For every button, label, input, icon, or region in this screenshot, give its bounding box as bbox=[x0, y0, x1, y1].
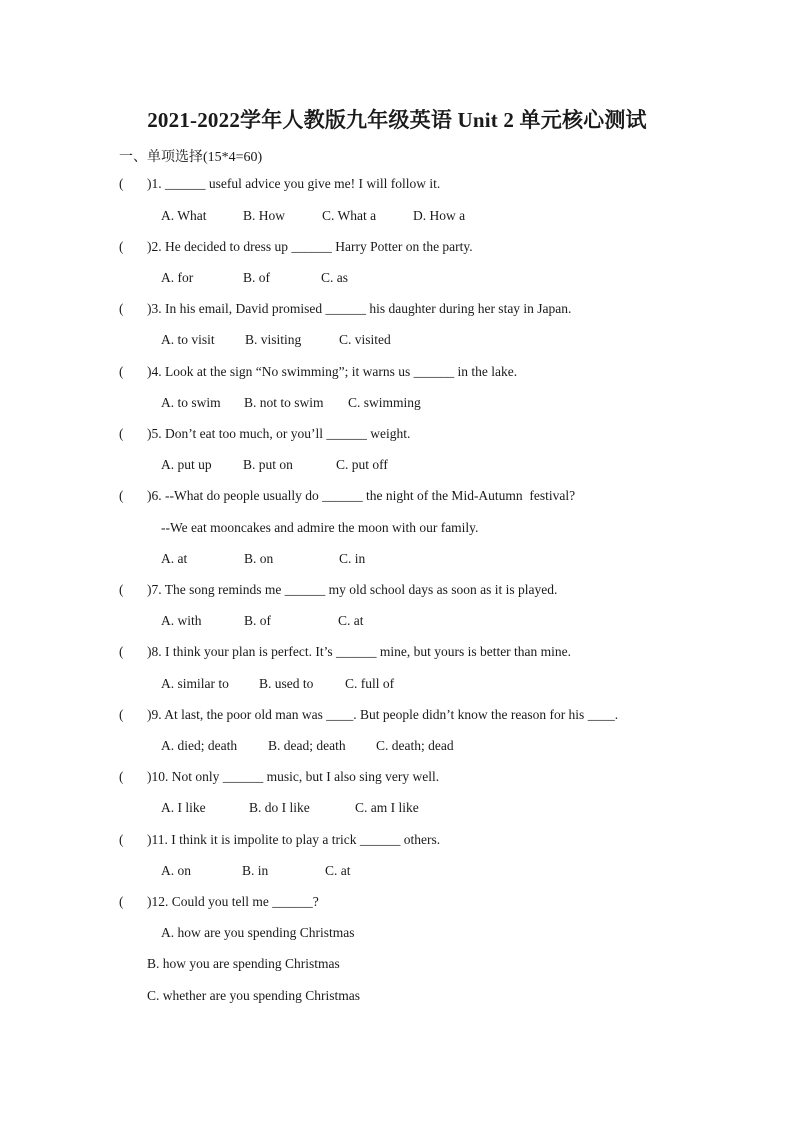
option: A. I like bbox=[161, 800, 206, 815]
question-11 bbox=[119, 832, 440, 848]
question-stem: )5. Don’t eat too much, or you’ll ______ weight. bbox=[147, 426, 411, 441]
option: C. at bbox=[325, 863, 351, 878]
option: A. with bbox=[161, 613, 202, 628]
option: C. full of bbox=[345, 676, 395, 691]
question-2 bbox=[119, 239, 473, 255]
option: D. How a bbox=[413, 208, 466, 223]
option: C. at bbox=[338, 613, 364, 628]
option: A. similar to bbox=[161, 676, 229, 691]
option: A. What bbox=[161, 208, 207, 223]
question-4 bbox=[119, 364, 517, 380]
question-5 bbox=[119, 426, 410, 442]
answer-paren: ( bbox=[119, 832, 124, 847]
answer-paren: ( bbox=[119, 176, 124, 191]
question-stem: )8. I think your plan is perfect. It’s ______ mine, but yours is better than mine. bbox=[147, 644, 572, 659]
option: A. on bbox=[161, 863, 191, 878]
option: B. used to bbox=[259, 676, 314, 691]
section-heading: 一、单项选择(15*4=60) bbox=[119, 150, 263, 165]
question-stem: )7. The song reminds me ______ my old school days as soon as it is played. bbox=[147, 582, 558, 597]
question-dialogue-line: --We eat mooncakes and admire the moon with our family. bbox=[161, 520, 479, 535]
question-10 bbox=[119, 769, 439, 785]
option: A. put up bbox=[161, 457, 212, 472]
question-12 bbox=[119, 894, 319, 910]
option: A. died; death bbox=[161, 738, 238, 753]
option: B. on bbox=[244, 551, 274, 566]
option: A. at bbox=[161, 551, 188, 566]
option: C. visited bbox=[339, 332, 391, 347]
question-6 bbox=[119, 488, 575, 504]
option: B. visiting bbox=[245, 332, 302, 347]
page-title: 2021-2022学年人教版九年级英语 Unit 2 单元核心测试 bbox=[147, 108, 647, 132]
option: C. put off bbox=[336, 457, 388, 472]
question-stem: )1. ______ useful advice you give me! I will follow it. bbox=[147, 176, 441, 191]
option: C. as bbox=[321, 270, 348, 285]
question-stem: )10. Not only ______ music, but I also sing very well. bbox=[147, 769, 440, 784]
option: B. dead; death bbox=[268, 738, 346, 753]
option: B. how you are spending Christmas bbox=[147, 956, 340, 971]
answer-paren: ( bbox=[119, 582, 124, 597]
option: B. How bbox=[243, 208, 286, 223]
option: C. whether are you spending Christmas bbox=[147, 988, 360, 1003]
question-7 bbox=[119, 582, 557, 598]
answer-paren: ( bbox=[119, 239, 124, 254]
question-1 bbox=[119, 176, 440, 192]
option: B. do I like bbox=[249, 800, 310, 815]
answer-paren: ( bbox=[119, 769, 124, 784]
option: C. swimming bbox=[348, 395, 421, 410]
option: A. how are you spending Christmas bbox=[161, 925, 355, 940]
option: C. am I like bbox=[355, 800, 419, 815]
question-stem: )3. In his email, David promised ______ his daughter during her stay in Japan. bbox=[147, 301, 572, 316]
option: B. not to swim bbox=[244, 395, 324, 410]
option: B. in bbox=[242, 863, 269, 878]
question-3 bbox=[119, 301, 571, 317]
answer-paren: ( bbox=[119, 894, 124, 909]
answer-paren: ( bbox=[119, 426, 124, 441]
option: B. put on bbox=[243, 457, 293, 472]
option: B. of bbox=[243, 270, 270, 285]
answer-paren: ( bbox=[119, 644, 124, 659]
option: C. death; dead bbox=[376, 738, 454, 753]
question-stem: )4. Look at the sign “No swimming”; it warns us ______ in the lake. bbox=[147, 364, 518, 379]
question-stem: )2. He decided to dress up ______ Harry Potter on the party. bbox=[147, 239, 473, 254]
question-stem: )9. At last, the poor old man was ____. But people didn’t know the reason for his ____. bbox=[147, 707, 619, 722]
answer-paren: ( bbox=[119, 707, 124, 722]
question-stem: )12. Could you tell me ______? bbox=[147, 894, 319, 909]
question-9 bbox=[119, 707, 618, 723]
option: A. to swim bbox=[161, 395, 221, 410]
question-stem: )6. --What do people usually do ______ the night of the Mid-Autumn festival? bbox=[147, 488, 576, 503]
option: C. What a bbox=[322, 208, 377, 223]
answer-paren: ( bbox=[119, 364, 124, 379]
option: B. of bbox=[244, 613, 271, 628]
option: A. to visit bbox=[161, 332, 215, 347]
option: A. for bbox=[161, 270, 194, 285]
answer-paren: ( bbox=[119, 301, 124, 316]
option: C. in bbox=[339, 551, 366, 566]
answer-paren: ( bbox=[119, 488, 124, 503]
question-8 bbox=[119, 644, 571, 660]
question-stem: )11. I think it is impolite to play a trick ______ others. bbox=[147, 832, 441, 847]
